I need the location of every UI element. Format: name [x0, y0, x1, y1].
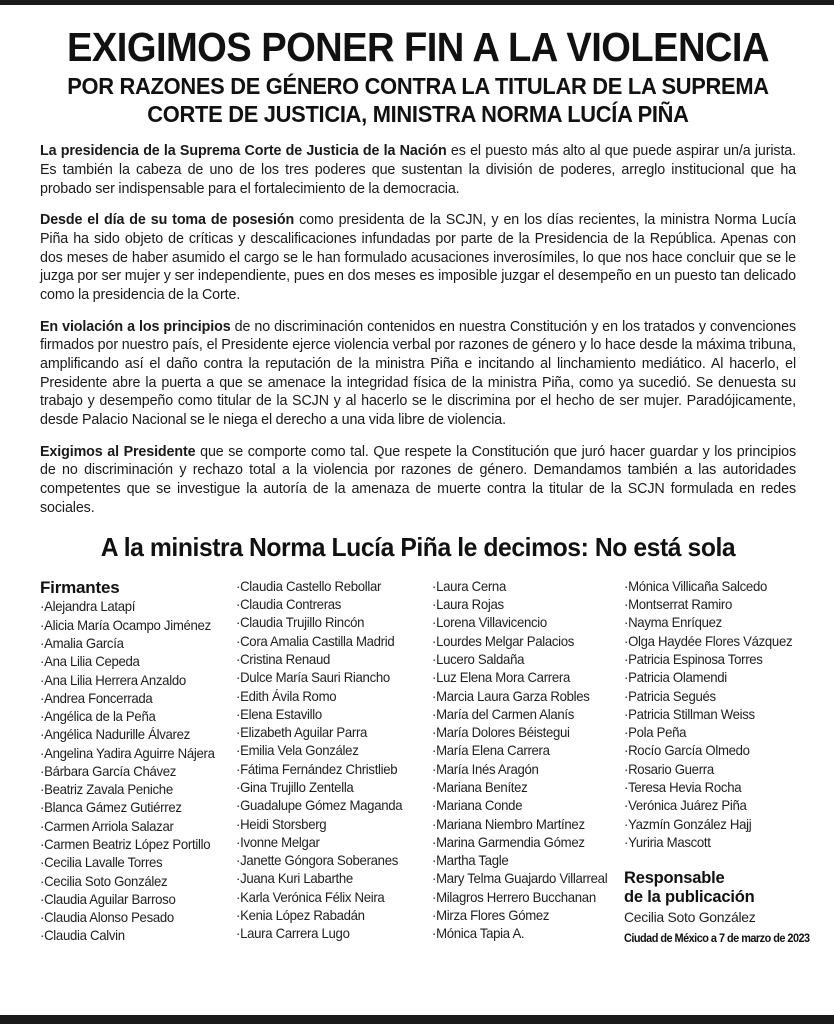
signatory-name: · Yuriria Mascott: [624, 834, 785, 852]
signatories-section: [40, 577, 810, 946]
signatory-name: · Mary Telma Guajardo Villarreal: [432, 870, 612, 888]
signatory-list-1: [40, 598, 230, 945]
paragraph-2: [40, 211, 796, 304]
signatory-name: · Elizabeth Aguilar Parra: [236, 724, 420, 742]
headline-line-2: POR RAZONES DE GÉNERO CONTRA LA TITULAR DE LA SUPREMA: [67, 73, 769, 99]
signatory-name: · Rocío García Olmedo: [624, 742, 785, 760]
signatory-name: · Mónica Tapia A.: [432, 925, 612, 943]
signatory-name: · María Inés Aragón: [432, 761, 612, 779]
signatory-column-4: [624, 578, 810, 946]
signatory-list-4: [624, 578, 793, 852]
signatory-name: · Kenia López Rabadán: [236, 907, 420, 925]
headline-line-1: EXIGIMOS PONER FIN A LA VIOLENCIA: [67, 24, 769, 70]
signatory-name: · Patricia Stillman Weiss: [624, 706, 785, 724]
paragraph-4-text: que se comporte como tal. Que respete la Constitución que juró hacer guardar y los principios de no discriminación y rechazo total a la violencia por razones de género. Demandamos también a las autoridades competentes que se investigue la autoría de la amenaza de muerte contra la titular de la SCJN formulada en redes sociales.: [40, 443, 796, 516]
signatory-name: · Ana Lilia Herrera Anzaldo: [40, 672, 224, 690]
paragraph-1-text: es el puesto más alto al que puede aspirar un/a jurista. Es también la cabeza de uno de los tres poderes que sustentan la división de poderes, arreglo institucional que ha probado ser indispensable para el fortalecimiento de la democracia.: [40, 143, 796, 197]
signatory-name: · Martha Tagle: [432, 852, 612, 870]
signatory-name: · Teresa Hevia Rocha: [624, 779, 785, 797]
signatory-name: · Laura Rojas: [432, 596, 612, 614]
signatory-name: · Edith Ávila Romo: [236, 688, 420, 706]
signatory-name: · Yazmín González Hajj: [624, 816, 785, 834]
signatory-name: · Laura Carrera Lugo: [236, 925, 420, 943]
paragraph-3-lead: En violación a los principios: [40, 318, 231, 335]
signatory-name: · Fátima Fernández Christlieb: [236, 761, 420, 779]
paragraph-4-lead: Exigimos al Presidente: [40, 443, 196, 460]
signatory-name: · Ana Lilia Cepeda: [40, 653, 224, 671]
signatory-name: · Olga Haydée Flores Vázquez: [624, 633, 785, 651]
signatory-name: · Luz Elena Mora Carrera: [432, 669, 612, 687]
paragraph-2-text: como presidenta de la SCJN, y en los días recientes, la ministra Norma Lucía Piña ha sido objeto de críticas y descalificaciones infundadas por parte de la Presidencia de la República. Apenas con dos meses de haber asumido el cargo se le han formulado acusaciones inverosímiles, lo que nos hace concluir que se le juzga por ser mujer y ser independiente, pues en dos meses es imposible juzgar el desempeño en un puesto tan delicado como la presidencia de la Corte.: [40, 212, 796, 304]
signatory-name: · Claudia Calvin: [40, 927, 224, 945]
body-copy: [40, 142, 796, 517]
paragraph-1-lead: La presidencia de la Suprema Corte de Justicia de la Nación: [40, 143, 447, 160]
signatory-name: · Janette Góngora Soberanes: [236, 852, 420, 870]
signatory-name: · Dulce María Sauri Riancho: [236, 669, 420, 687]
signatory-name: · Mariana Conde: [432, 797, 612, 815]
signatory-name: · Pola Peña: [624, 724, 785, 742]
signatory-name: · Beatriz Zavala Peniche: [40, 781, 224, 799]
responsable-name: Cecilia Soto González: [624, 909, 756, 926]
signatory-name: · Angélica Nadurille Álvarez: [40, 726, 224, 744]
signatory-name: · Carmen Arriola Salazar: [40, 818, 224, 836]
signatory-name: · Mariana Benítez: [432, 779, 612, 797]
signatory-name: · Claudia Alonso Pesado: [40, 909, 224, 927]
headline-line-3: CORTE DE JUSTICIA, MINISTRA NORMA LUCÍA PIÑA: [147, 100, 689, 127]
paragraph-2-lead: Desde el día de su toma de posesión: [40, 212, 295, 229]
signatories-title: Firmantes: [40, 577, 120, 597]
headline-block: [40, 24, 796, 128]
signatory-name: · Heidi Storsberg: [236, 816, 420, 834]
signatory-name: · Marcia Laura Garza Robles: [432, 688, 612, 706]
signatory-name: · Claudia Aguilar Barroso: [40, 891, 224, 909]
signatory-column-3: [432, 578, 624, 944]
signatory-name: · Verónica Juárez Piña: [624, 797, 785, 815]
signatory-name: · Karla Verónica Félix Neira: [236, 889, 420, 907]
publication-date: Ciudad de México a 7 de marzo de 2023: [624, 931, 810, 945]
signatory-name: · Emilia Vela González: [236, 742, 420, 760]
signatory-name: · Lourdes Melgar Palacios: [432, 633, 612, 651]
signatory-name: · Cecilia Soto González: [40, 873, 224, 891]
signatory-name: · Patricia Olamendi: [624, 669, 785, 687]
signatory-name: · Lucero Saldaña: [432, 651, 612, 669]
signatory-name: · Angelina Yadira Aguirre Nájera: [40, 745, 224, 763]
signatory-name: · Blanca Gámez Gutiérrez: [40, 799, 224, 817]
signatory-name: · Nayma Enríquez: [624, 614, 785, 632]
signatory-name: · Patricia Espinosa Torres: [624, 651, 785, 669]
signatory-name: · Guadalupe Gómez Maganda: [236, 797, 420, 815]
signatory-name: · Patricia Segués: [624, 688, 785, 706]
paragraph-1: [40, 142, 796, 198]
signatory-name: · Juana Kuri Labarthe: [236, 870, 420, 888]
signatory-column-2: [236, 578, 432, 944]
signatory-name: · Rosario Guerra: [624, 761, 785, 779]
signatory-name: · Elena Estavillo: [236, 706, 420, 724]
signatory-name: · Amalia García: [40, 635, 224, 653]
signatory-name: · María del Carmen Alanís: [432, 706, 612, 724]
paragraph-4: [40, 443, 796, 518]
signatory-name: · Mónica Villicaña Salcedo: [624, 578, 785, 596]
signatory-name: · Bárbara García Chávez: [40, 763, 224, 781]
signatory-name: · Ivonne Melgar: [236, 834, 420, 852]
paragraph-3: [40, 318, 796, 430]
signatory-list-2: [236, 578, 426, 944]
signatory-name: · Mirza Flores Gómez: [432, 907, 612, 925]
signatory-name: · Mariana Niembro Martínez: [432, 816, 612, 834]
signatory-column-1: [40, 578, 236, 946]
signatory-name: · Cecilia Lavalle Torres: [40, 854, 224, 872]
signatory-name: · Montserrat Ramiro: [624, 596, 785, 614]
signatory-name: · Laura Cerna: [432, 578, 612, 596]
signatory-name: · Angélica de la Peña: [40, 708, 224, 726]
subhead: A la ministra Norma Lucía Piña le decimos: No está sola: [100, 532, 736, 563]
signatory-name: · Alicia María Ocampo Jiménez: [40, 617, 224, 635]
signatory-list-3: [432, 578, 618, 944]
signatory-name: · Claudia Contreras: [236, 596, 420, 614]
signatory-name: · Claudia Trujillo Rincón: [236, 614, 420, 632]
responsable-block: [624, 869, 810, 946]
responsable-title-line-1: Responsable: [624, 869, 725, 888]
signatory-name: · María Dolores Béistegui: [432, 724, 612, 742]
signatory-name: · Alejandra Latapí: [40, 598, 224, 616]
paragraph-3-text: de no discriminación contenidos en nuestra Constitución y en los tratados y convenciones firmados por nuestro país, el Presidente ejerce violencia verbal por razones de género y lo hace desde la máxima tribuna, amplificando así el daño contra la reputación de la ministra Piña e incitando al linchamiento mediático. Al hacerlo, el Presidente abre la puerta a que se amenace la integridad física de la ministra Piña, como ya sucedió. Se denuesta su trabajo y desempeño como titular de la SCJN y al hacerlo se le discrimina por el hecho de ser mujer. Paradójicamente, desde Palacio Nacional se le niega el derecho a una vida libre de violencia.: [40, 318, 796, 428]
signatory-name: · Cristina Renaud: [236, 651, 420, 669]
signatory-name: · Claudia Castello Rebollar: [236, 578, 420, 596]
signatory-name: · Milagros Herrero Bucchanan: [432, 889, 612, 907]
signatory-name: · Marina Garmendia Gómez: [432, 834, 612, 852]
signatory-name: · Gina Trujillo Zentella: [236, 779, 420, 797]
signatory-name: · Andrea Foncerrada: [40, 690, 224, 708]
signatory-name: · Lorena Villavicencio: [432, 614, 612, 632]
signatory-name: · Cora Amalia Castilla Madrid: [236, 633, 420, 651]
signatory-name: · María Elena Carrera: [432, 742, 612, 760]
signatory-name: · Carmen Beatriz López Portillo: [40, 836, 224, 854]
responsable-title-line-2: de la publicación: [624, 888, 755, 907]
